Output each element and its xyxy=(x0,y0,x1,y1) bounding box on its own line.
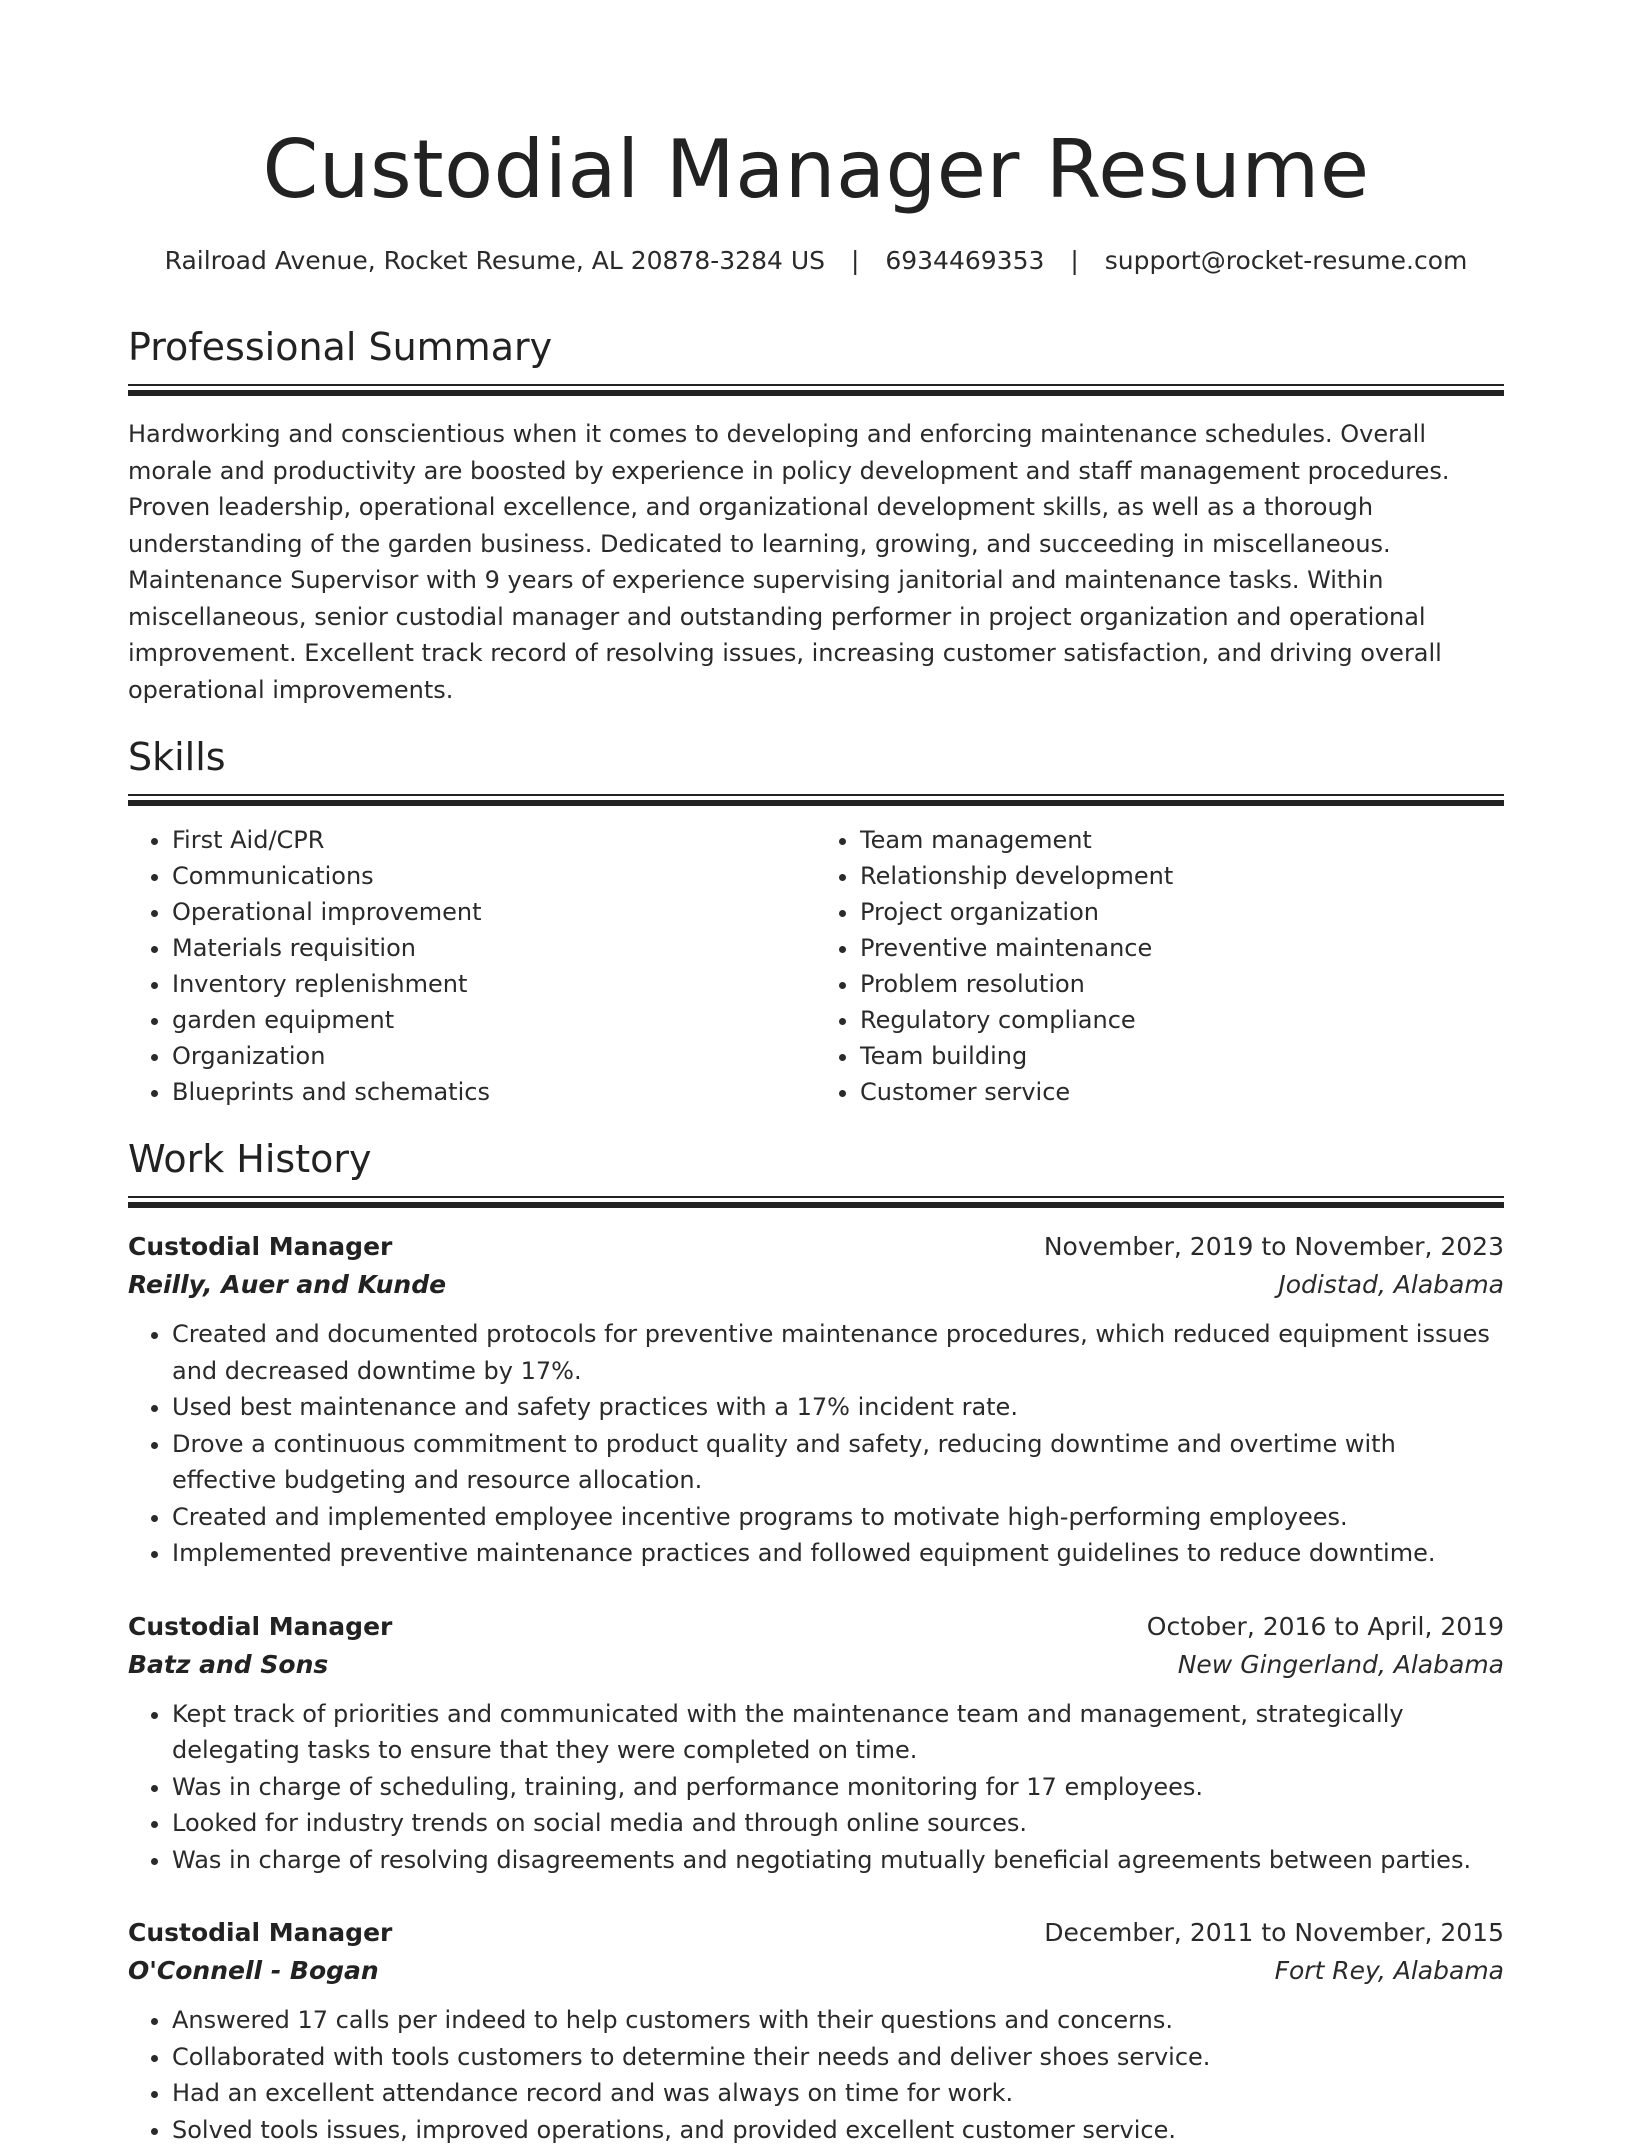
section-divider xyxy=(128,794,1504,806)
job-company: Batz and Sons xyxy=(128,1646,328,1684)
section-divider xyxy=(128,384,1504,396)
skill-item: • Blueprints and schematics xyxy=(172,1074,816,1110)
job-title: Custodial Manager xyxy=(128,1228,392,1266)
job-bullet: • Looked for industry trends on social media and through online sources. xyxy=(172,1805,1504,1842)
job-dates: October, 2016 to April, 2019 xyxy=(1147,1608,1504,1646)
job-location: New Gingerland, Alabama xyxy=(1178,1646,1504,1684)
contact-phone: 6934469353 xyxy=(885,246,1044,275)
job-bullet: • Collaborated with tools customers to determine their needs and deliver shoes service. xyxy=(172,2039,1504,2076)
page-title: Custodial Manager Resume xyxy=(128,0,1504,218)
job-dates: November, 2019 to November, 2023 xyxy=(1044,1228,1504,1266)
skill-item: • Team management xyxy=(860,822,1504,858)
skill-item: • First Aid/CPR xyxy=(172,822,816,858)
job-bullets xyxy=(128,1316,1504,1572)
skill-item: • Inventory replenishment xyxy=(172,966,816,1002)
skill-item: • Relationship development xyxy=(860,858,1504,894)
section-heading-work: Work History xyxy=(128,1136,1504,1182)
skills-columns xyxy=(128,822,1504,1110)
job-company: Reilly, Auer and Kunde xyxy=(128,1266,446,1304)
skill-item: • Organization xyxy=(172,1038,816,1074)
job-dates: December, 2011 to November, 2015 xyxy=(1044,1914,1504,1952)
job-bullet: • Drove a continuous commitment to product quality and safety, reducing downtime and overtime with effective budgeting and resource allocation. xyxy=(172,1426,1504,1499)
skill-item: • Regulatory compliance xyxy=(860,1002,1504,1038)
contact-separator: | xyxy=(833,246,877,275)
job-bullet: • Kept track of priorities and communicated with the maintenance team and management, strategically delegating tasks to ensure that they were completed on time. xyxy=(172,1696,1504,1769)
skill-item: • Operational improvement xyxy=(172,894,816,930)
job-bullets xyxy=(128,2002,1504,2148)
skill-item: • Project organization xyxy=(860,894,1504,930)
job-bullet: • Had an excellent attendance record and was always on time for work. xyxy=(172,2075,1504,2112)
contact-separator: | xyxy=(1052,246,1096,275)
job-bullet: • Answered 17 calls per indeed to help customers with their questions and concerns. xyxy=(172,2002,1504,2039)
job-title: Custodial Manager xyxy=(128,1608,392,1646)
job-bullet: • Used best maintenance and safety practices with a 17% incident rate. xyxy=(172,1389,1504,1426)
job-location: Jodistad, Alabama xyxy=(1278,1266,1504,1304)
skill-item: • Preventive maintenance xyxy=(860,930,1504,966)
contact-line xyxy=(128,244,1504,278)
section-heading-summary: Professional Summary xyxy=(128,324,1504,370)
section-heading-skills: Skills xyxy=(128,734,1504,780)
skill-item: • Team building xyxy=(860,1038,1504,1074)
skills-section xyxy=(128,734,1504,1110)
job-employer-row xyxy=(128,1952,1504,1990)
job-company: O'Connell - Bogan xyxy=(128,1952,379,1990)
section-divider xyxy=(128,1196,1504,1208)
job-entry xyxy=(128,1608,1504,1879)
skills-list-left xyxy=(128,822,816,1110)
job-bullet: • Created and implemented employee incentive programs to motivate high-performing employees. xyxy=(172,1499,1504,1536)
job-entry xyxy=(128,1914,1504,2148)
job-bullet: • Was in charge of scheduling, training, and performance monitoring for 17 employees. xyxy=(172,1769,1504,1806)
summary-text: Hardworking and conscientious when it comes to developing and enforcing maintenance schedules. Overall morale and productivity are boosted by experience in policy development and staff management procedures. Proven leadership, operational excellence, and organizational development skills, as well as a thorough understanding of the garden business. Dedicated to learning, growing, and succeeding in miscellaneous. Maintenance Supervisor with 9 years of experience supervising janitorial and maintenance tasks. Within miscellaneous, senior custodial manager and outstanding performer in project organization and operational improvement. Excellent track record of resolving issues, increasing customer satisfaction, and driving overall operational improvements. xyxy=(128,416,1504,708)
job-bullet: • Solved tools issues, improved operations, and provided excellent customer service. xyxy=(172,2112,1504,2148)
work-history-section xyxy=(128,1136,1504,2148)
job-location: Fort Rey, Alabama xyxy=(1275,1952,1504,1990)
job-bullet: • Was in charge of resolving disagreements and negotiating mutually beneficial agreements between parties. xyxy=(172,1842,1504,1879)
skill-item: • Problem resolution xyxy=(860,966,1504,1002)
job-header-row xyxy=(128,1228,1504,1266)
job-employer-row xyxy=(128,1646,1504,1684)
skill-item: • Communications xyxy=(172,858,816,894)
skill-item: • Materials requisition xyxy=(172,930,816,966)
job-header-row xyxy=(128,1914,1504,1952)
job-title: Custodial Manager xyxy=(128,1914,392,1952)
job-bullet: • Created and documented protocols for preventive maintenance procedures, which reduced equipment issues and decreased downtime by 17%. xyxy=(172,1316,1504,1389)
job-bullets xyxy=(128,1696,1504,1879)
job-bullet: • Implemented preventive maintenance practices and followed equipment guidelines to reduce downtime. xyxy=(172,1535,1504,1572)
contact-email: support@rocket-resume.com xyxy=(1105,246,1468,275)
skill-item: • garden equipment xyxy=(172,1002,816,1038)
professional-summary-section xyxy=(128,324,1504,708)
contact-address: Railroad Avenue, Rocket Resume, AL 20878-3284 US xyxy=(165,246,825,275)
job-header-row xyxy=(128,1608,1504,1646)
skill-item: • Customer service xyxy=(860,1074,1504,1110)
job-employer-row xyxy=(128,1266,1504,1304)
job-entry xyxy=(128,1228,1504,1572)
skills-list-right xyxy=(816,822,1504,1110)
